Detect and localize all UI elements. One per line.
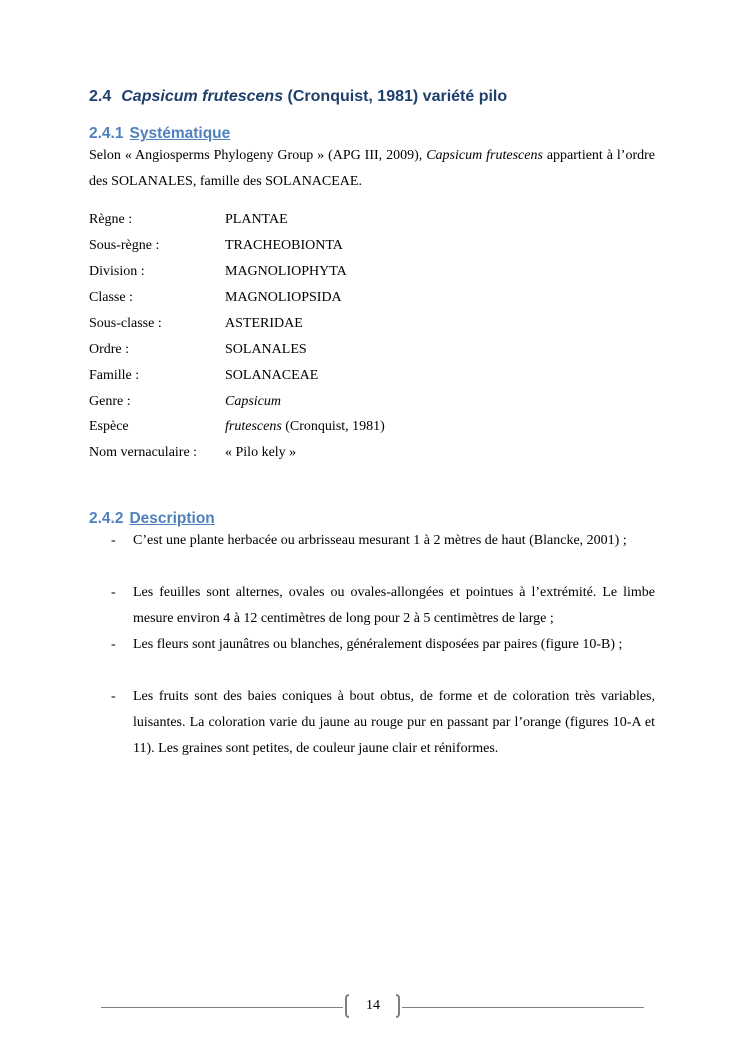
description-title: Description <box>129 510 215 527</box>
taxonomy-value-ordre: SOLANALES <box>225 342 307 357</box>
list-bullet: - <box>111 689 116 704</box>
description-heading <box>89 510 215 528</box>
list-bullet: - <box>111 533 116 548</box>
list-item: C’est une plante herbacée ou arbrisseau mesurant 1 à 2 mètres de haut (Blancke, 2001) ; <box>133 533 627 548</box>
section-heading <box>89 88 507 106</box>
footer-bracket-right <box>396 994 400 1018</box>
taxonomy-value-genre <box>225 393 281 411</box>
list-bullet: - <box>111 585 116 600</box>
footer-bracket-left <box>345 994 349 1018</box>
taxonomy-label-genre: Genre : <box>89 394 131 409</box>
taxonomy-value-sous-classe: ASTERIDAE <box>225 316 303 331</box>
taxonomy-label-espece: Espèce <box>89 419 129 434</box>
espece-italic: frutescens <box>225 419 282 434</box>
intro-part2: appartient à l’ordre des SOLANALES, famille des SOLANACEAE. <box>89 148 655 189</box>
list-bullet: - <box>111 637 116 652</box>
taxonomy-label-famille: Famille : <box>89 368 140 383</box>
genre-italic: Capsicum <box>225 394 281 409</box>
taxonomy-value-nom-vernaculaire: « Pilo kely » <box>225 445 297 460</box>
taxonomy-label-regne: Règne : <box>89 212 133 227</box>
taxonomy-label-nom-vernaculaire: Nom vernaculaire : <box>89 445 198 460</box>
section-title-italic: Capsicum frutescens <box>121 88 284 105</box>
systematique-title: Systématique <box>129 125 231 142</box>
taxonomy-value-famille: SOLANACEAE <box>225 368 319 383</box>
description-number: 2.4.2 <box>89 510 124 527</box>
list-item: Les feuilles sont alternes, ovales ou ovales-allongées et pointues à l’extrémité. Le limbe mesure environ 4 à 12 centimètres de long pour 2 à 5 centimètres de large ; <box>133 585 655 626</box>
page-number: 14 <box>366 998 380 1013</box>
taxonomy-label-sous-classe: Sous-classe : <box>89 316 162 331</box>
section-title-rest: (Cronquist, 1981) variété pilo <box>283 88 508 105</box>
taxonomy-value-classe: MAGNOLIOPSIDA <box>225 290 342 305</box>
taxonomy-label-classe: Classe : <box>89 290 133 305</box>
taxonomy-value-division: MAGNOLIOPHYTA <box>225 264 347 279</box>
taxonomy-label-sous-regne: Sous-règne : <box>89 238 160 253</box>
taxonomy-value-regne: PLANTAE <box>225 212 288 227</box>
taxonomy-value-sous-regne: TRACHEOBIONTA <box>225 238 343 253</box>
systematique-heading <box>89 125 230 143</box>
taxonomy-label-division: Division : <box>89 264 145 279</box>
section-number: 2.4 <box>89 88 112 105</box>
systematique-number: 2.4.1 <box>89 125 124 142</box>
espece-author: (Cronquist, 1981) <box>281 419 385 434</box>
list-item: Les fruits sont des baies coniques à bout obtus, de forme et de coloration très variables, luisantes. La coloration varie du jaune au rouge pur en passant par l’orange (figures 10-A et 11). Les graines sont petites, de couleur jaune clair et réniformes. <box>133 689 655 756</box>
intro-italic: Capsicum frutescens <box>426 148 543 163</box>
taxonomy-label-ordre: Ordre : <box>89 342 130 357</box>
systematique-intro <box>89 143 655 195</box>
footer-line-right <box>402 1007 644 1008</box>
footer-line-left <box>101 1007 343 1008</box>
intro-part1: Selon « Angiosperms Phylogeny Group » (APG III, 2009), <box>89 148 427 163</box>
taxonomy-value-espece <box>225 418 385 436</box>
list-item: Les fleurs sont jaunâtres ou blanches, généralement disposées par paires (figure 10-B) ; <box>133 637 623 652</box>
